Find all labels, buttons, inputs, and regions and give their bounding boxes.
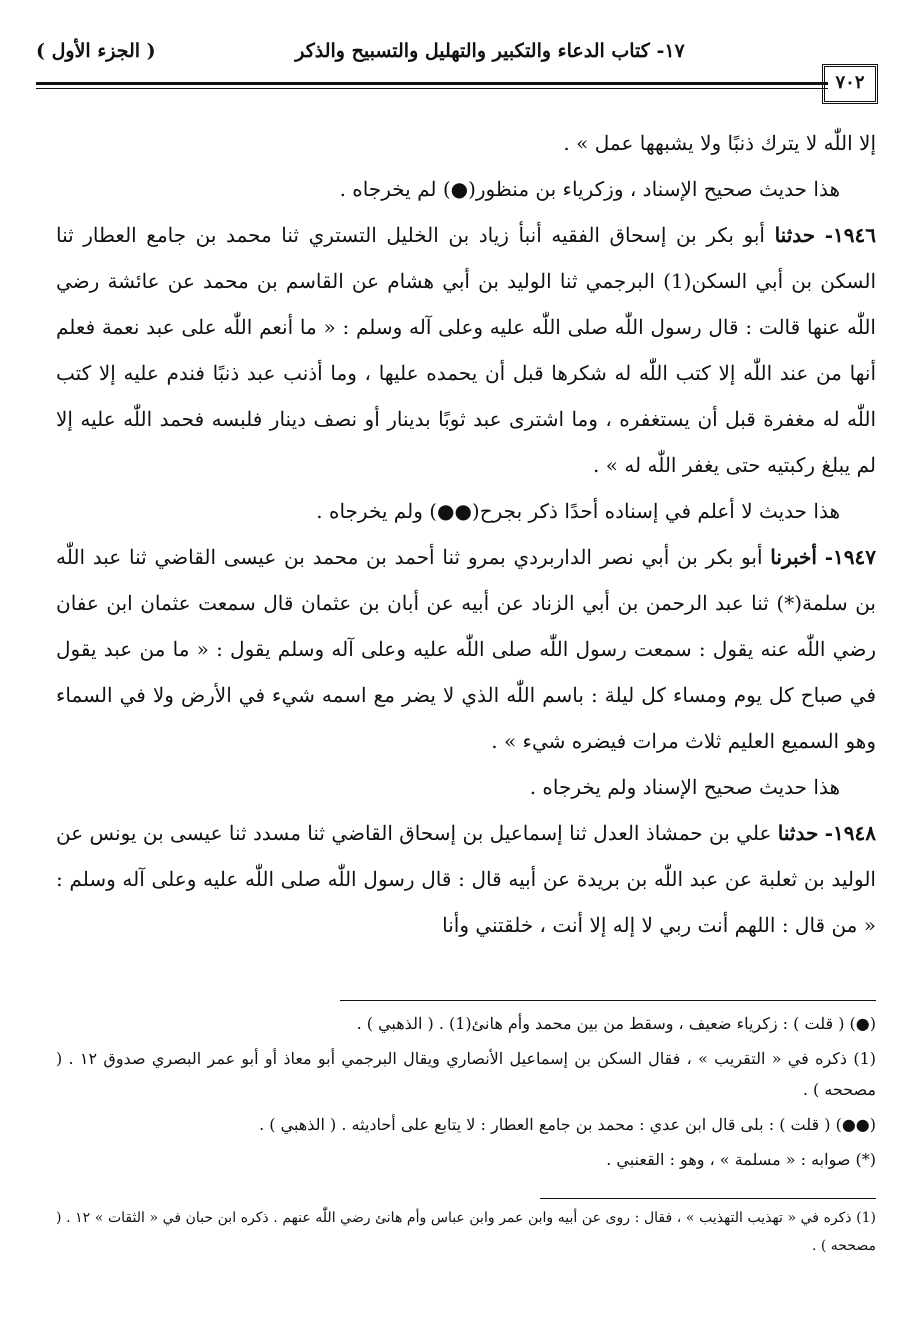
footnote: (1) ذكره في « التقريب » ، فقال السكن بن إسماعيل الأنصاري ويقال البرجمي أبو معاذ أو أبو عمر البصري صدوق ١٢ . ( مصححه ) . xyxy=(56,1049,877,1099)
footnote: (1) ذكره في « تهذيب التهذيب » ، فقال : روى عن أبيه وابن عمر وابن عباس وأم هانئ رضي اللّٰه عنهم . ذكره ابن حبان في « الثقات » ١٢ . ( مصححه ) . xyxy=(56,1210,877,1254)
running-header-volume: ( الجزء الأول ) xyxy=(36,40,156,62)
hadith-text: علي بن حمشاذ العدل ثنا إسماعيل بن إسحاق القاضي ثنا مسدد ثنا عيسى بن يونس عن الوليد بن ثعلبة عن عبد اللّٰه بن بريدة عن أبيه قال : قال رسول اللّٰه صلى اللّٰه عليه وعلى آله وسلم : « من قال : اللهم أنت ربي لا إله إلا أنت ، خلقتني وأنا xyxy=(56,821,876,937)
running-header-title: ١٧- كتاب الدعاء والتكبير والتهليل والتسبيح والذكر xyxy=(295,40,685,62)
hadith-text: أبو بكر بن أبي نصر الداربردي بمرو ثنا أحمد بن محمد بن عيسى القاضي ثنا عبد اللّٰه بن سلمة(*) ثنا عبد الرحمن بن أبي الزناد عن أبيه عن أبان بن عثمان قال سمعت عثمان ابن عفان رضي اللّٰه عنه يقول : سمعت رسول اللّٰه صلى اللّٰه عليه وعلى آله وسلم يقول : « ما من عبد يقول في صباح كل يوم ومساء كل ليلة : باسم اللّٰه الذي لا يضر مع اسمه شيء في الأرض ولا في السماء وهو السميع العليم ثلاث مرات فيضره شيء » . xyxy=(56,545,876,753)
editor-footnotes xyxy=(56,1204,876,1260)
header-rule-thin xyxy=(36,88,828,89)
hadith-number: ١٩٤٦- xyxy=(824,223,876,247)
hadith-1946 xyxy=(56,212,876,488)
hadith-text: أبو بكر بن إسحاق الفقيه أنبأ زياد بن الخليل التستري ثنا محمد بن جامع العطار ثنا السكن بن أبي السكن(1) البرجمي ثنا الوليد بن أبي هشام عن القاسم بن محمد عن عائشة رضي اللّٰه عنها قالت : قال رسول اللّٰه صلى اللّٰه عليه وعلى آله وسلم : « ما أنعم اللّٰه على عبد نعمة فعلم أنها من عند اللّٰه إلا كتب اللّٰه له شكرها قبل أن يحمده عليها ، وما أذنب عبد ذنبًا فندم عليه إلا كتب اللّٰه له مغفرة قبل أن يستغفره ، وما اشترى عبد ثوبًا بدينار أو نصف دينار فلبسه فحمد اللّٰه عليه إلا لم يبلغ ركبتيه حتى يغفر اللّٰه له » . xyxy=(56,223,876,477)
hadith-1947 xyxy=(56,534,876,764)
footnote-separator xyxy=(340,1000,876,1001)
paragraph-continuation: إلا اللّٰه لا يترك ذنبًا ولا يشبهها عمل » . xyxy=(563,131,876,155)
page-number: ٧٠٢ xyxy=(822,64,878,104)
footnote: (*) صوابه : « مسلمة » ، وهو : القعنبي . xyxy=(606,1150,876,1169)
grade-note: هذا حديث صحيح الإسناد ولم يخرجاه . xyxy=(529,775,840,799)
grade-note: هذا حديث صحيح الإسناد ، وزكرياء بن منظور(●) لم يخرجاه . xyxy=(339,177,840,201)
footnotes xyxy=(56,1008,876,1179)
grade-note: هذا حديث لا أعلم في إسناده أحدًا ذكر بجرح(●●) ولم يخرجاه . xyxy=(316,499,840,523)
main-text xyxy=(56,120,876,948)
hadith-lead: حدثنا xyxy=(774,223,816,247)
hadith-lead: حدثنا xyxy=(777,821,819,845)
header-rule xyxy=(36,82,828,85)
hadith-number: ١٩٤٨- xyxy=(824,821,876,845)
footnote: (●) ( قلت ) : زكرياء ضعيف ، وسقط من بين محمد وأم هانئ(1) . ( الذهبي ) . xyxy=(356,1014,876,1033)
hadith-lead: أخبرنا xyxy=(770,545,817,569)
footnote: (●●) ( قلت ) : بلى قال ابن عدي : محمد بن جامع العطار : لا يتابع على أحاديثه . ( الذهبي ) . xyxy=(259,1115,876,1134)
hadith-1948 xyxy=(56,810,876,948)
hadith-number: ١٩٤٧- xyxy=(824,545,876,569)
editor-footnote-separator xyxy=(540,1198,876,1199)
